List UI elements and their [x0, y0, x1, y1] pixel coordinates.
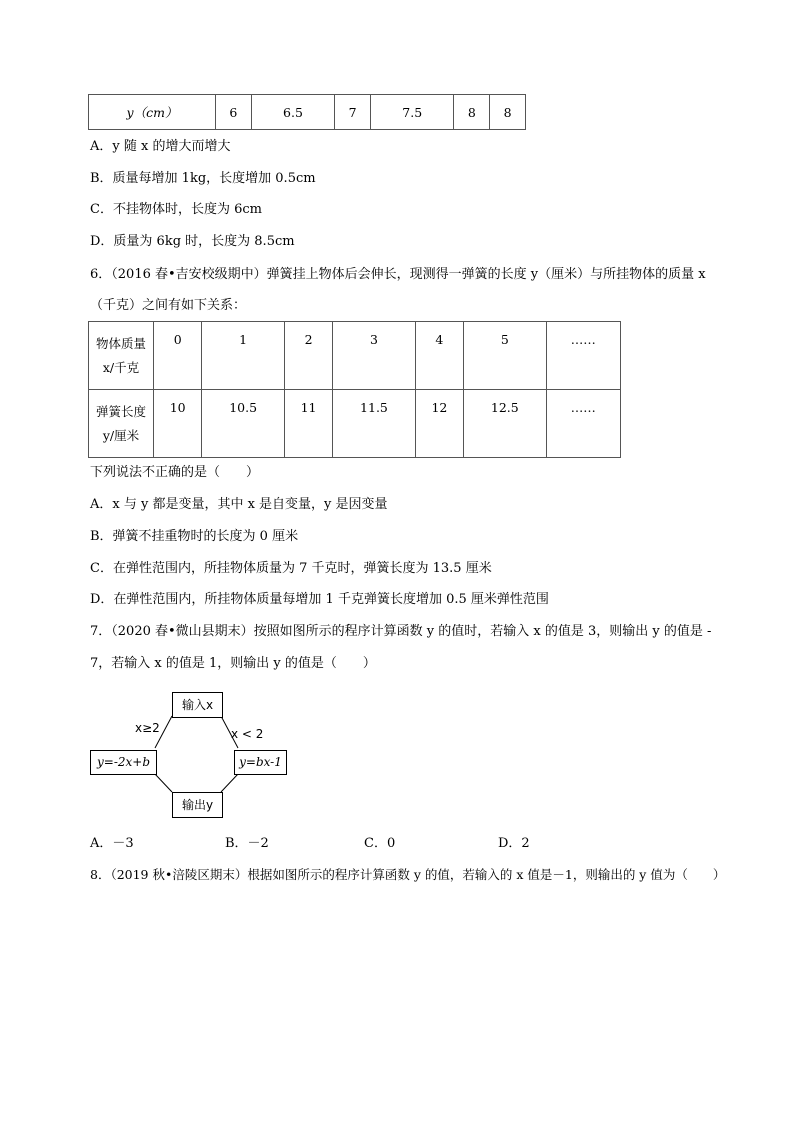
table-cell: 5: [464, 322, 547, 390]
row-header-line: y/厘米: [102, 427, 140, 443]
input-box: 输入x: [172, 692, 223, 718]
table-cell: 8: [490, 95, 526, 130]
table-cell: 11: [284, 390, 332, 458]
q5-option-d: D．质量为 6kg 时，长度为 8.5cm: [90, 234, 295, 249]
row-header-line: x/千克: [102, 359, 140, 375]
condition-right-label: x < 2: [231, 727, 264, 741]
table-cell: 7.5: [370, 95, 453, 130]
table-cell: 2: [284, 322, 332, 390]
condition-left-label: x≥2: [135, 721, 160, 735]
table-cell: 12.5: [464, 390, 547, 458]
table-cell: 10.5: [202, 390, 285, 458]
q6-option-d: D．在弹性范围内，所挂物体质量每增加 1 千克弹簧长度增加 0.5 厘米弹性范围: [90, 592, 549, 607]
q6-stem-line2: （千克）之间有如下关系：: [90, 298, 247, 313]
q5-option-c: C．不挂物体时，长度为 6cm: [90, 202, 262, 217]
q8-stem-line1: 8．（2019 秋•涪陵区期末）根据如图所示的程序计算函数 y 的值，若输入的 x 值是－1，则输出的 y 值为（ ）: [90, 867, 726, 882]
table-cell: 11.5: [333, 390, 416, 458]
table-cell: 10: [154, 390, 202, 458]
q5-option-a: A．y 随 x 的增大而增大: [90, 139, 231, 154]
q7-stem-line1: 7．（2020 春•微山县期末）按照如图所示的程序计算函数 y 的值时，若输入 x 的值是 3，则输出 y 的值是 -: [90, 624, 712, 639]
q7-option-a: A．－3: [90, 836, 134, 851]
table-cell: ……: [546, 322, 620, 390]
table-cell: 7: [335, 95, 371, 130]
right-formula-box: y=bx-1: [234, 750, 287, 775]
q6-option-c: C．在弹性范围内，所挂物体质量为 7 千克时，弹簧长度为 13.5 厘米: [90, 561, 492, 576]
q6-option-a: A．x 与 y 都是变量，其中 x 是自变量，y 是因变量: [90, 497, 388, 512]
table-cell: 12: [415, 390, 463, 458]
table-cell: 0: [154, 322, 202, 390]
q6-stem-line1: 6．（2016 春•吉安校级期中）弹簧挂上物体后会伸长，现测得一弹簧的长度 y（厘米）与所挂物体的质量 x: [90, 267, 706, 282]
left-formula-box: y=-2x+b: [90, 750, 157, 775]
table-cell: 6: [216, 95, 252, 130]
q7-option-b: B．－2: [225, 836, 269, 851]
table-cell: 3: [333, 322, 416, 390]
row-header-line: 弹簧长度: [95, 403, 146, 419]
table-cell: 6.5: [251, 95, 334, 130]
table-header-cell: y（cm）: [89, 95, 216, 130]
q7-option-c: C．0: [364, 836, 396, 851]
q7-option-d: D．2: [498, 836, 530, 851]
table-cell: 4: [415, 322, 463, 390]
q6-option-b: B．弹簧不挂重物时的长度为 0 厘米: [90, 529, 299, 544]
table-cell: 1: [202, 322, 285, 390]
table-cell: ……: [546, 390, 620, 458]
q7-stem-line2: 7，若输入 x 的值是 1，则输出 y 的值是（ ）: [90, 656, 376, 671]
q6-prompt: 下列说法不正确的是（ ）: [90, 465, 260, 480]
table-cell: 8: [454, 95, 490, 130]
output-box: 输出y: [172, 792, 223, 818]
row-header-line: 物体质量: [95, 335, 146, 351]
q5-option-b: B．质量每增加 1kg，长度增加 0.5cm: [90, 171, 316, 186]
